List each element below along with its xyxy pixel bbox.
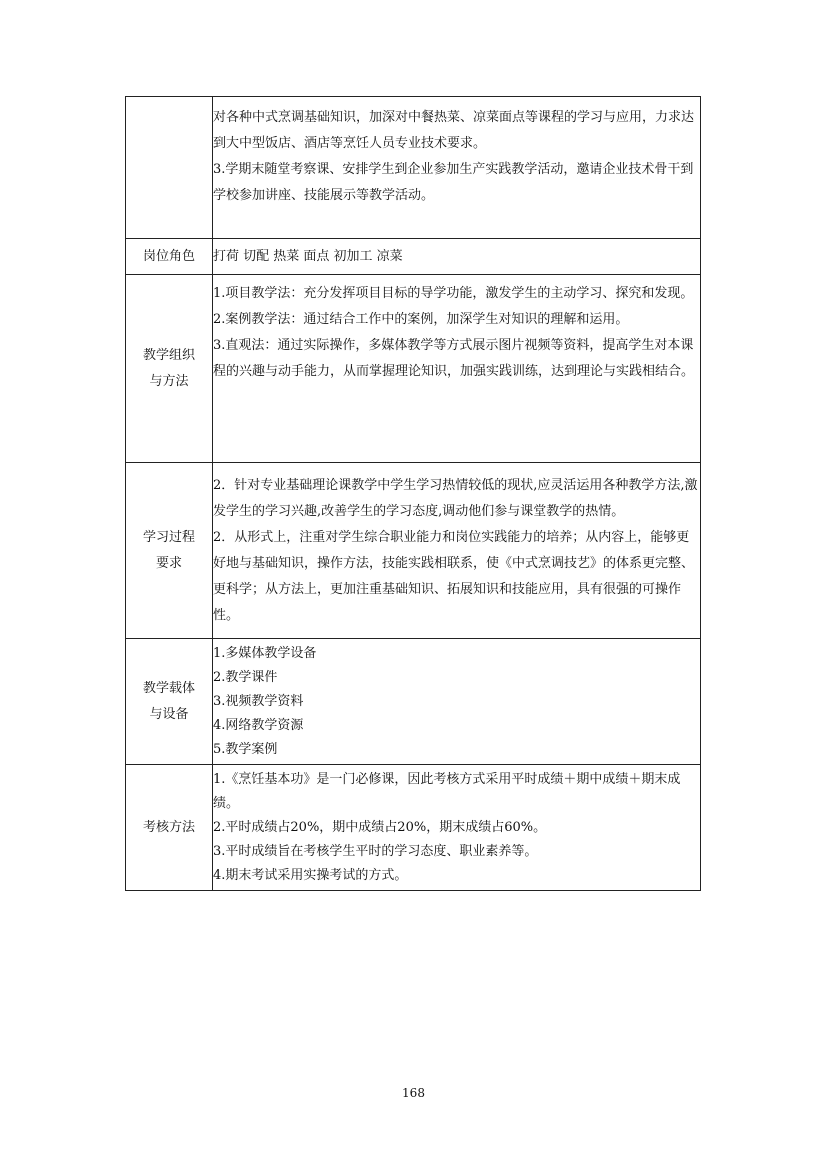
content-line: 2.平时成绩占20%，期中成绩占20%，期末成绩占60%。 (213, 819, 547, 835)
row-label (126, 463, 213, 639)
table-row-learning-requirements (126, 463, 701, 639)
row-label (126, 765, 213, 891)
table-row-post-roles (126, 239, 701, 275)
row-content (213, 97, 701, 239)
content-line: 3.学期末随堂考察课、安排学生到企业参加生产实践教学活动，邀请企业技术骨干到学校参加讲座、技能展示等教学活动。 (213, 162, 694, 203)
row-label-text: 教学载体与设备 (143, 680, 196, 722)
row-content (213, 639, 701, 765)
table-row-teaching-methods (126, 275, 701, 463)
row-label-text: 教学组织与方法 (143, 347, 196, 389)
row-content (213, 275, 701, 463)
row-label-text: 岗位角色 (142, 248, 195, 264)
row-label-text: 考核方法 (142, 819, 195, 835)
row-label (126, 239, 213, 275)
content-line: 1.项目教学法：充分发挥项目目标的导学功能，激发学生的主动学习、探究和发现。 (213, 286, 694, 301)
content-line: 打荷 切配 热菜 面点 初加工 凉菜 (213, 248, 403, 264)
table-row-continuation (126, 97, 701, 239)
row-label (126, 97, 213, 239)
row-label (126, 275, 213, 463)
content-line: 4.期末考试采用实操考试的方式。 (213, 867, 408, 883)
course-info-table (125, 96, 701, 891)
content-line: 2.教学课件 (213, 669, 278, 685)
row-label (126, 639, 213, 765)
row-label-text: 学习过程要求 (143, 529, 196, 571)
row-content (213, 463, 701, 639)
page-number: 168 (402, 1086, 425, 1100)
row-content (213, 239, 701, 275)
content-line: 1.多媒体教学设备 (213, 645, 317, 661)
content-line: 1.《烹饪基本功》是一门必修课，因此考核方式采用平时成绩＋期中成绩＋期末成绩。 (213, 771, 681, 811)
table-row-teaching-equipment (126, 639, 701, 765)
content-line: 5.教学案例 (213, 741, 278, 757)
table-row-assessment (126, 765, 701, 891)
content-line: 2．针对专业基础理论课教学中学生学习热情较低的现状,应灵活运用各种教学方法,激发学生的学习兴趣,改善学生的学习态度,调动他们参与课堂教学的热情。 (213, 477, 698, 519)
content-line: 对各种中式烹调基础知识，加深对中餐热菜、凉菜面点等课程的学习与应用，力求达到大中型饭店、酒店等烹饪人员专业技术要求。 (213, 110, 695, 151)
content-line: 4.网络教学资源 (213, 717, 304, 733)
content-line: 3.直观法：通过实际操作，多媒体教学等方式展示图片视频等资料，提高学生对本课程的兴趣与动手能力，从而掌握理论知识，加强实践训练，达到理论与实践相结合。 (213, 338, 695, 379)
content-line: 3.平时成绩旨在考核学生平时的学习态度、职业素养等。 (213, 843, 538, 859)
content-line: 2.案例教学法：通过结合工作中的案例，加深学生对知识的理解和运用。 (213, 312, 629, 327)
content-line: 3.视频教学资料 (213, 693, 304, 709)
row-content (213, 765, 701, 891)
content-line: 2．从形式上，注重对学生综合职业能力和岗位实践能力的培养；从内容上，能够更好地与基础知识，操作方法，技能实践相联系，使《中式烹调技艺》的体系更完整、更科学；从方法上，更加注重基础知识、拓展知识和技能应用，具有很强的可操作性。 (213, 529, 695, 623)
